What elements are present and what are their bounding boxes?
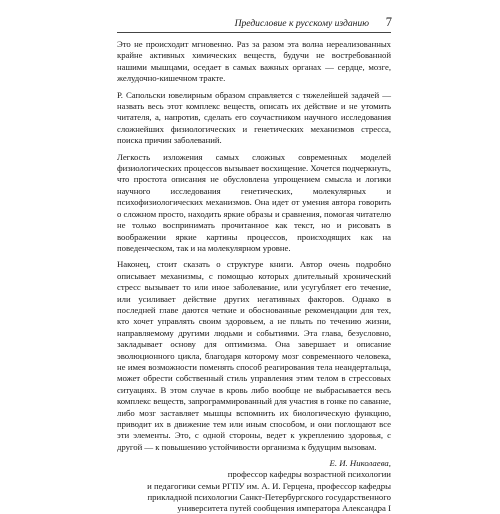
author-signature	[117, 458, 391, 514]
paragraph-3: Легкость изложения самых сложных современных моделей физиологических процессов вызывает восхищение. Хочется подчеркнуть, что простота описания не обусловлена упрощением смысла и логики научного исследования генетических, молекулярных и психофизиологических механизмов. Она идет от умения автора говорить о сложном просто, находить яркие образы и сравнения, помогая читателю не только воспринимать прочитанное как текст, но и рисовать в воображении яркие картины процессов, происходящих как на поведенческом, так и на молекулярном уровне.	[117, 151, 391, 253]
signature-name: Е. И. Николаева,	[329, 458, 391, 469]
signature-line-2: и педагогики семьи РГПУ им. А. И. Герцена, профессор кафедры	[147, 480, 391, 491]
header-rule	[117, 32, 391, 33]
running-header-title: Предисловие к русскому изданию	[234, 18, 369, 29]
signature-line-1: профессор кафедры возрастной психологии	[227, 469, 391, 480]
page-number: 7	[385, 15, 392, 29]
signature-line-3: прикладной психологии Санкт-Петербургского государственного	[147, 491, 391, 502]
book-page	[117, 14, 391, 514]
running-header	[117, 14, 391, 32]
paragraph-2: Р. Сапольски ювелирным образом справляется с тяжелейшей задачей — назвать весь этот комплекс веществ, описать их действие и не утомить читателя, а, напротив, сделать его соучастником научного исследования сложнейших физиологических и генетических механизмов стресса, поиска причин заболеваний.	[117, 89, 391, 146]
paragraph-4: Наконец, стоит сказать о структуре книги. Автор очень подробно описывает механизмы, с помощью которых длительный хронический стресс вызывает то или иное заболевание, или усугубляет его течение, или усиливает действие других негативных факторов. Однако в последней главе даются четкие и обоснованные рекомендации для тех, кто хочет управлять своим здоровьем, а не плыть по течению жизни, направляемому другими людьми и событиями. Эта глава, безусловно, закладывает основу для оптимизма. Она завершает и описание эволюционного цикла, благодаря которому мозг современного человека, не имея возможности поменять способ реагирования тела неандертальца, может обрести собственный стиль управления этим телом в стрессовых ситуациях. В этом случае в кровь либо вообще не выбрасывается весь комплекс веществ, запрограммированный для участия в гонке по саванне, либо мозг заставляет мышцы вспомнить их биологическую функцию, приводит их в движение тем или иным способом, и они поглощают все эти элементы. Это, с одной стороны, ведет к укреплению здоровья, с другой — к повышению устойчивости организма к будущим вызовам.	[117, 259, 391, 452]
signature-line-4: университета путей сообщения императора Александра I	[177, 503, 391, 514]
paragraph-1: Это не происходит мгновенно. Раз за разом эта волна нереализованных крайне активных химических веществ, будучи не востребованной нашими мышцами, оседает в самых важных органах — сердце, мозге, желудочно-кишечном тракте.	[117, 39, 391, 84]
